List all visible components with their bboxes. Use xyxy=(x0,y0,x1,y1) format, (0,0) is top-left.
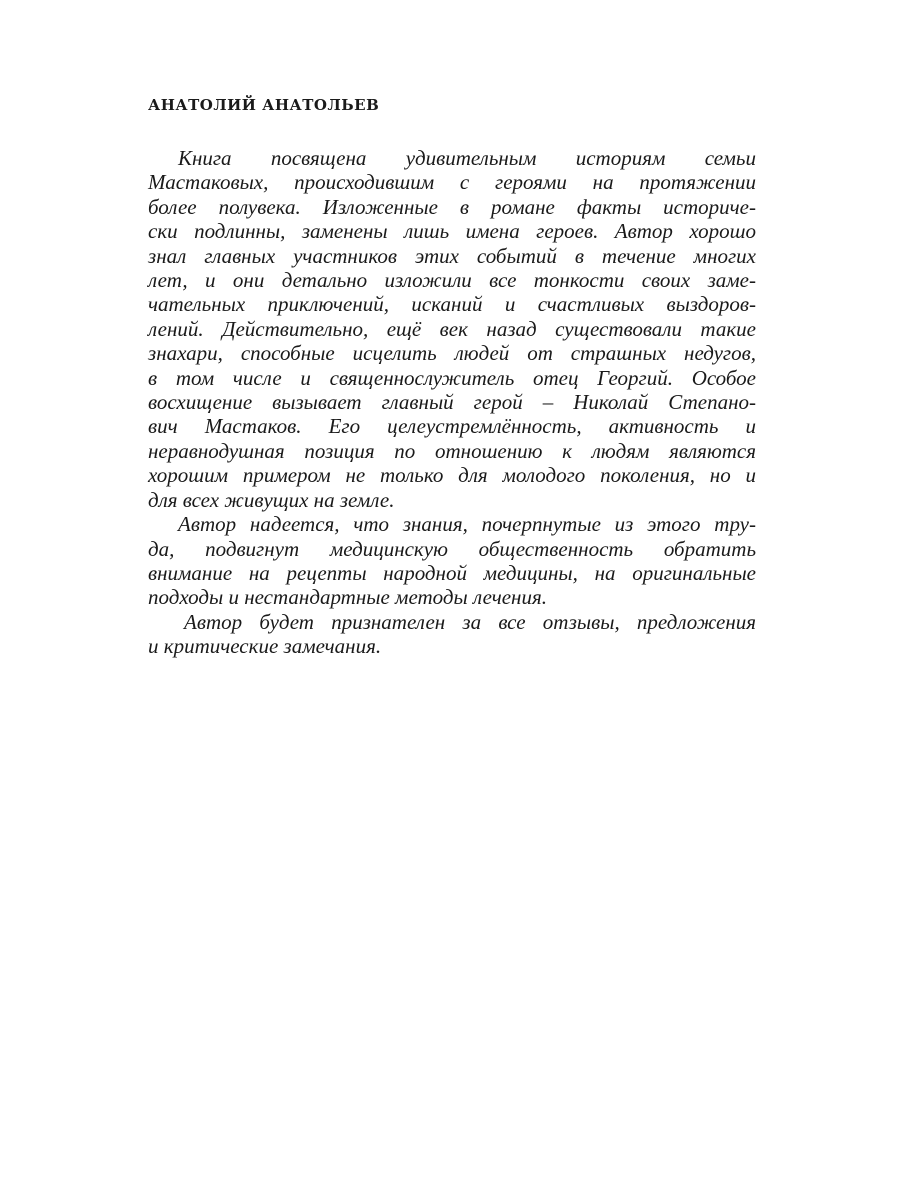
text-line: Книга посвящена удивительным историям семьи xyxy=(178,146,756,170)
paragraph-2 xyxy=(148,512,756,610)
text-line: Автор будет признателен за все отзывы, предложения xyxy=(184,609,756,634)
text-line: Автор надеется, что знания, почерпнутые из этого тру- xyxy=(178,512,756,537)
text-line: чательных приключений, исканий и счастливых выздоров- xyxy=(148,292,756,317)
body-text xyxy=(148,146,756,659)
text-line: Мастаковых, происходившим с героями на протяжении xyxy=(148,170,756,195)
text-line: знахари, способные исцелить людей от страшных недугов, xyxy=(148,341,756,366)
running-header-author: АНАТОЛИЙ АНАТОЛЬЕВ xyxy=(148,96,380,114)
text-line: да, подвигнут медицинскую общественность обратить xyxy=(148,536,756,561)
text-line: вич Мастаков. Его целеустремлённость, активность и xyxy=(148,414,756,439)
paragraph-1 xyxy=(148,146,756,512)
text-line: хорошим примером не только для молодого поколения, но и xyxy=(148,463,756,488)
text-line: более полувека. Изложенные в романе факты историче- xyxy=(148,194,756,219)
text-line: восхищение вызывает главный герой – Николай Степано- xyxy=(148,390,756,415)
text-line: для всех живущих на земле. xyxy=(148,487,395,512)
text-line: неравнодушная позиция по отношению к людям являются xyxy=(148,438,756,463)
text-line: лений. Действительно, ещё век назад существовали такие xyxy=(148,316,756,341)
text-line: лет, и они детально изложили все тонкости своих заме- xyxy=(148,268,756,293)
text-line: подходы и нестандартные методы лечения. xyxy=(148,585,547,610)
text-line: и критические замечания. xyxy=(148,634,382,659)
text-line: знал главных участников этих событий в течение многих xyxy=(148,243,756,268)
text-line: в том числе и священнослужитель отец Георгий. Особое xyxy=(148,365,756,390)
text-line: ски подлинны, заменены лишь имена героев. Автор хорошо xyxy=(148,219,756,244)
text-line: внимание на рецепты народной медицины, на оригинальные xyxy=(148,560,756,585)
paragraph-3 xyxy=(148,610,756,659)
